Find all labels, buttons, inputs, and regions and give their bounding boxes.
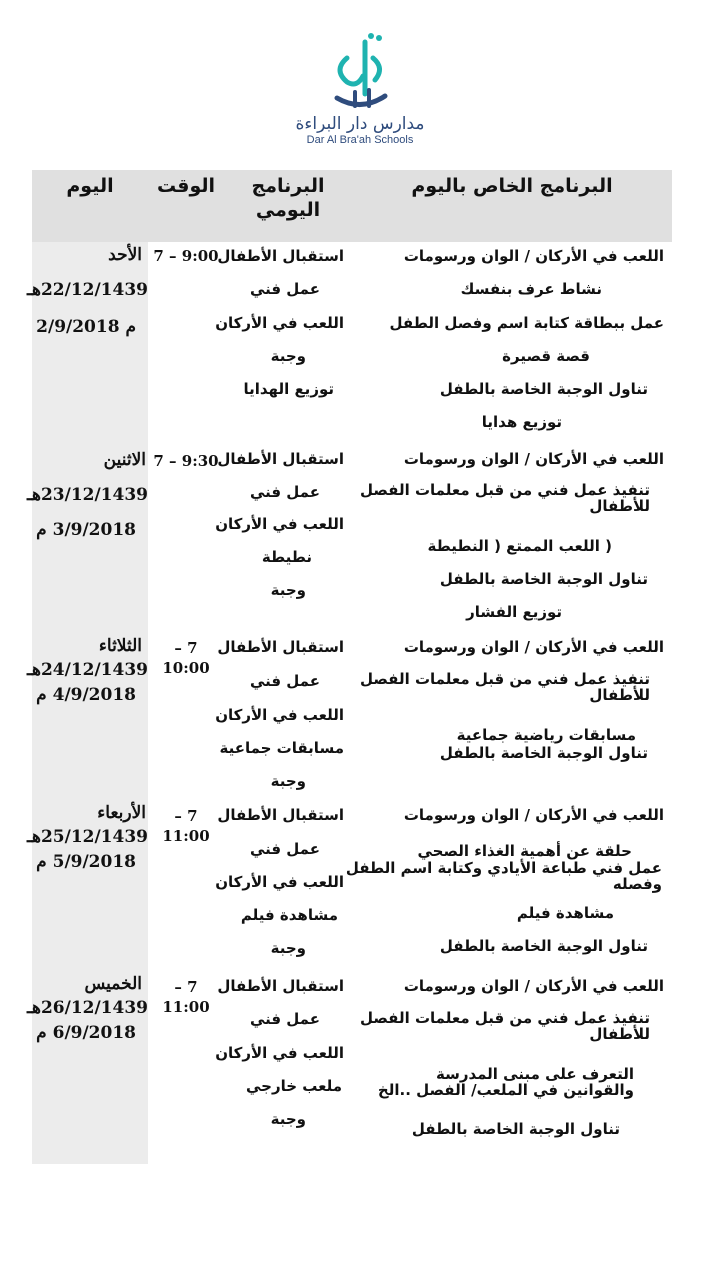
daily-item: مسابقات جماعية: [219, 739, 344, 757]
daily-item: اللعب في الأركان: [215, 1044, 344, 1062]
day-hijri-date: 23/12/1439هـ: [27, 485, 148, 505]
time-slot: 7 – 9:30: [153, 452, 219, 470]
daily-item: ملعب خارجي: [245, 1077, 342, 1095]
special-item: عمل فني طباعة الأيادي وكتابة اسم الطفل وفصله: [345, 859, 662, 893]
special-item: توزيع الفشار: [466, 603, 562, 621]
daily-item: نطيطة: [261, 548, 312, 566]
day-name: الخميس: [84, 974, 142, 994]
special-item: اللعب في الأركان / الوان ورسومات: [403, 806, 664, 824]
daily-item: اللعب في الأركان: [215, 706, 344, 724]
time-slot-start: – 7: [174, 978, 198, 996]
logo-arabic-name: مدارس دار البراءة: [295, 114, 425, 134]
special-item: مسابقات رياضية جماعية: [456, 726, 636, 744]
daily-item: استقبال الأطفال: [217, 638, 344, 656]
daily-item: استقبال الأطفال: [217, 450, 344, 468]
day-gregorian-date: م 2/9/2018: [36, 317, 136, 337]
time-slot-end: 11:00: [162, 998, 210, 1016]
time-slot-start: – 7: [174, 639, 198, 657]
special-item: توزيع هدايا: [481, 413, 562, 431]
daily-item: عمل فني: [249, 672, 320, 690]
daily-item: استقبال الأطفال: [217, 247, 344, 265]
daily-item: عمل فني: [249, 483, 320, 501]
special-item: التعرف على مبنى المدرسة والقوانين في الملعب/ الفصل ..الخ: [377, 1065, 634, 1099]
special-item: نشاط عرف بنفسك: [460, 280, 602, 298]
special-item: تناول الوجبة الخاصة بالطفل: [439, 744, 648, 762]
day-name: الأحد: [108, 245, 142, 265]
daily-item: اللعب في الأركان: [215, 873, 344, 891]
day-name: الاثنين: [103, 450, 146, 470]
daily-item: عمل فني: [249, 280, 320, 298]
header-daily-line2: اليومي: [255, 199, 321, 221]
daily-item: وجبة: [270, 1110, 306, 1128]
day-hijri-date: 25/12/1439هـ: [27, 827, 148, 847]
daily-item: عمل فني: [249, 1010, 320, 1028]
header-day: اليوم: [66, 175, 114, 197]
daily-item: اللعب في الأركان: [215, 314, 344, 332]
daily-item: وجبة: [270, 772, 306, 790]
special-item: اللعب في الأركان / الوان ورسومات: [403, 450, 664, 468]
daily-item: وجبة: [270, 939, 306, 957]
header-daily-line1: البرنامج: [251, 175, 325, 197]
special-item: تنفيذ عمل فني من قبل معلمات الفصل للأطفال: [360, 481, 650, 515]
day-gregorian-date: 6/9/2018 م: [36, 1023, 136, 1043]
special-item: حلقة عن أهمية الغذاء الصحي: [417, 842, 632, 860]
school-logo: [280, 28, 440, 158]
day-name: الأربعاء: [97, 803, 146, 823]
header-time: الوقت: [156, 175, 216, 197]
special-item: تناول الوجبة الخاصة بالطفل: [439, 570, 648, 588]
day-hijri-date: 24/12/1439هـ: [27, 660, 148, 680]
special-item: مشاهدة فيلم: [516, 904, 614, 922]
day-hijri-date: 26/12/1439هـ: [27, 998, 148, 1018]
special-item: تنفيذ عمل فني من قبل معلمات الفصل للأطفال: [360, 1009, 650, 1043]
daily-item: استقبال الأطفال: [217, 977, 344, 995]
daily-item: استقبال الأطفال: [217, 806, 344, 824]
daily-item: اللعب في الأركان: [215, 515, 344, 533]
time-slot-end: 11:00: [162, 827, 210, 845]
day-gregorian-date: 4/9/2018 م: [36, 685, 136, 705]
daily-item: وجبة: [270, 581, 306, 599]
special-item: اللعب في الأركان / الوان ورسومات: [403, 638, 664, 656]
special-item: عمل ببطاقة كتابة اسم وفصل الطفل: [389, 314, 664, 332]
daily-item: توزيع الهدايا: [243, 380, 334, 398]
day-name: الثلاثاء: [98, 636, 142, 656]
special-item: تناول الوجبة الخاصة بالطفل: [411, 1120, 620, 1138]
time-slot-start: – 7: [174, 807, 198, 825]
special-item: اللعب في الأركان / الوان ورسومات: [403, 977, 664, 995]
special-item: قصة قصيرة: [502, 347, 590, 365]
daily-item: عمل فني: [249, 840, 320, 858]
special-item: تناول الوجبة الخاصة بالطفل: [439, 380, 648, 398]
daily-item: وجبة: [270, 347, 306, 365]
special-item: تناول الوجبة الخاصة بالطفل: [439, 937, 648, 955]
day-gregorian-date: 3/9/2018 م: [36, 520, 136, 540]
time-slot-end: 10:00: [162, 659, 210, 677]
school-logo-mark-icon: [325, 28, 395, 112]
time-slot: 7 – 9:00: [153, 247, 219, 265]
daily-item: مشاهدة فيلم: [240, 906, 338, 924]
day-hijri-date: 22/12/1439هـ: [27, 280, 148, 300]
logo-english-name: Dar Al Bra'ah Schools: [306, 134, 414, 146]
header-special: البرنامج الخاص باليوم: [411, 175, 613, 197]
special-item: اللعب في الأركان / الوان ورسومات: [403, 247, 664, 265]
special-item: ( اللعب الممتع ( النطيطة: [427, 537, 612, 555]
special-item: تنفيذ عمل فني من قبل معلمات الفصل للأطفال: [360, 670, 650, 704]
day-gregorian-date: 5/9/2018 م: [36, 852, 136, 872]
